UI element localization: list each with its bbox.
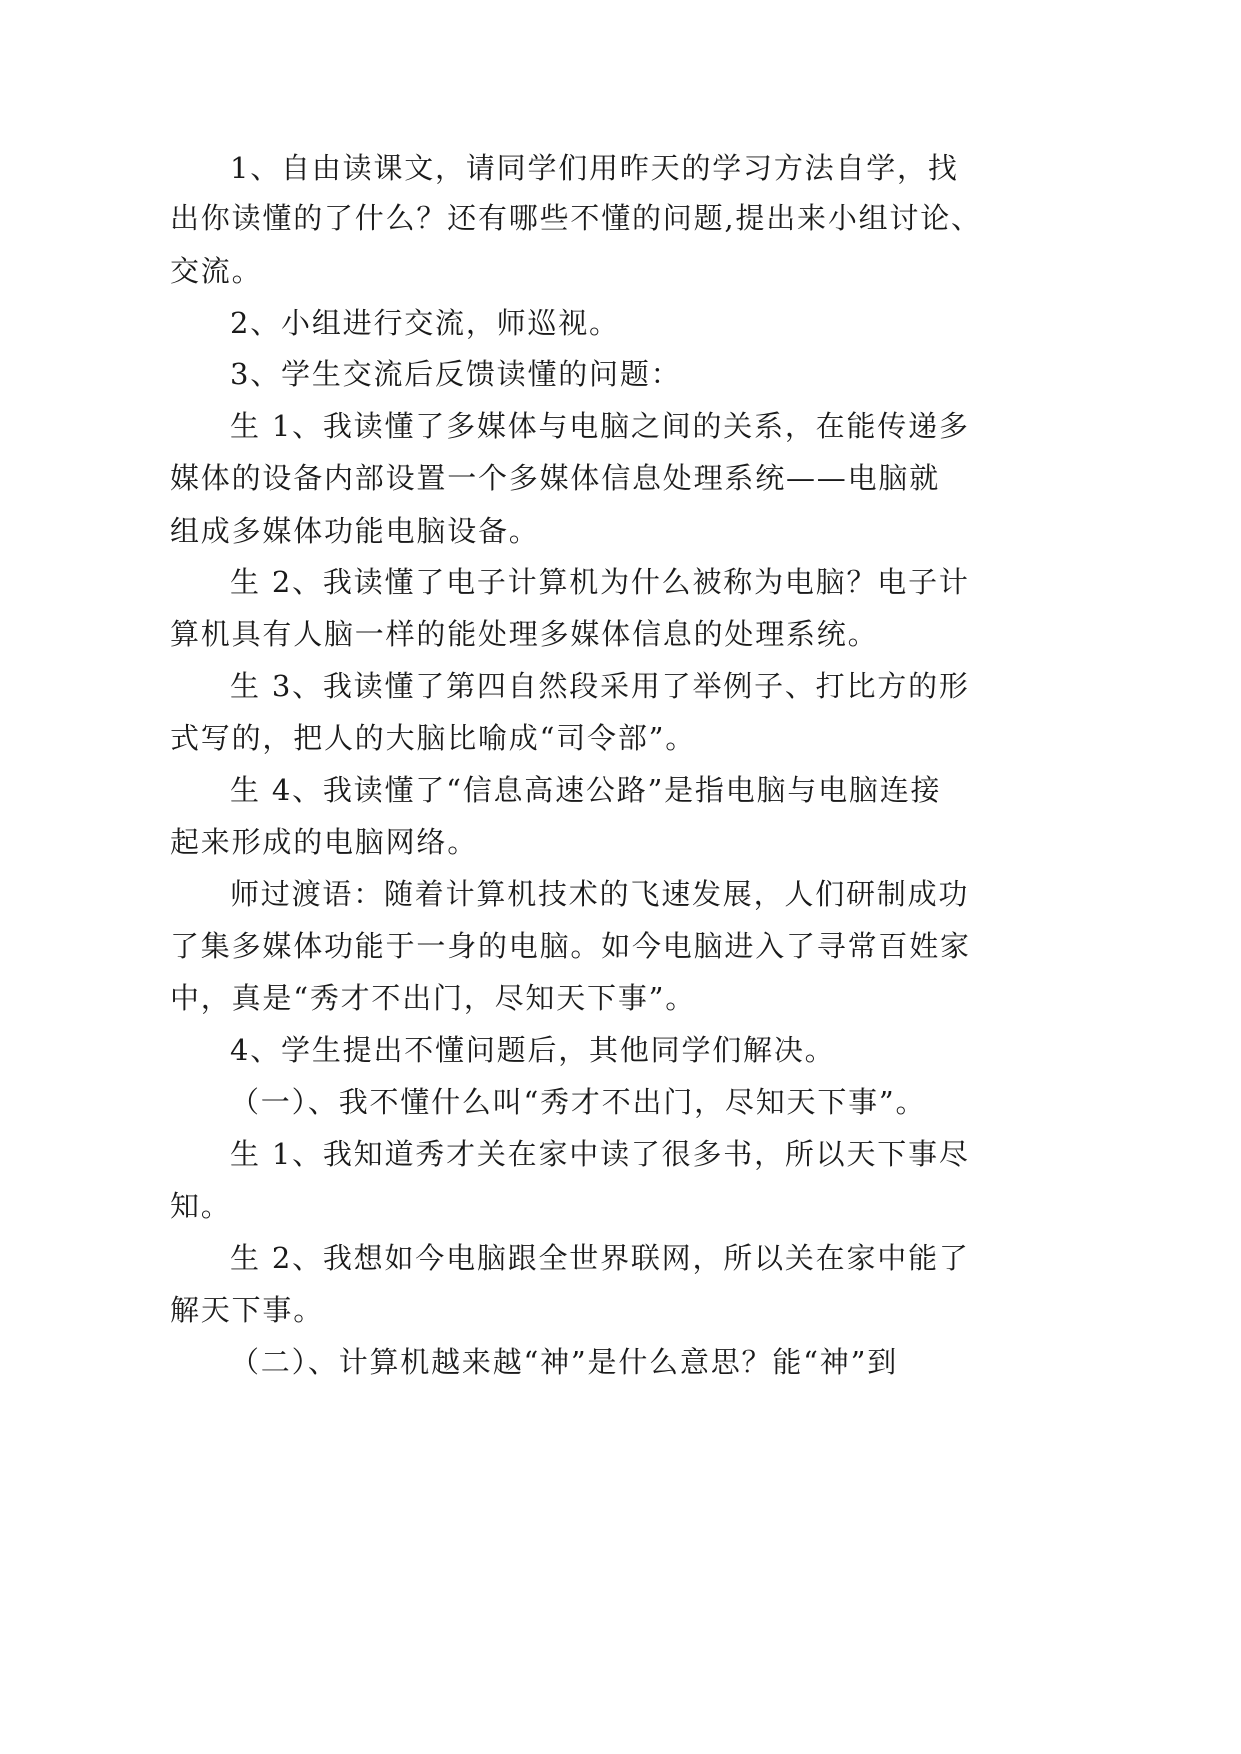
paragraph-5-line-2: 算机具有人脑一样的能处理多媒体信息的处理系统。 bbox=[170, 617, 879, 651]
paragraph-4-line-1: 生 1、我读懂了多媒体与电脑之间的关系，在能传递多 bbox=[230, 409, 970, 443]
paragraph-7-line-1: 生 4、我读懂了“信息高速公路”是指电脑与电脑连接 bbox=[230, 773, 942, 807]
paragraph-7-line-2: 起来形成的电脑网络。 bbox=[170, 825, 479, 859]
paragraph-1-line-1: 1、自由读课文，请同学们用昨天的学习方法自学，找 bbox=[230, 151, 959, 185]
paragraph-11-line-2: 知。 bbox=[170, 1189, 232, 1223]
paragraph-8-line-2: 了集多媒体功能于一身的电脑。如今电脑进入了寻常百姓家 bbox=[170, 929, 971, 963]
paragraph-4-line-2: 媒体的设备内部设置一个多媒体信息处理系统——电脑就 bbox=[170, 461, 941, 495]
paragraph-8-line-1: 师过渡语：随着计算机技术的飞速发展，人们研制成功 bbox=[230, 877, 970, 911]
paragraph-9: 4、学生提出不懂问题后，其他同学们解决。 bbox=[230, 1033, 836, 1067]
paragraph-11-line-1: 生 1、我知道秀才关在家中读了很多书，所以天下事尽 bbox=[230, 1137, 970, 1171]
paragraph-5-line-1: 生 2、我读懂了电子计算机为什么被称为电脑？电子计 bbox=[230, 565, 970, 599]
paragraph-1-line-3: 交流。 bbox=[170, 254, 263, 288]
paragraph-2: 2、小组进行交流，师巡视。 bbox=[230, 306, 620, 340]
paragraph-3: 3、学生交流后反馈读懂的问题： bbox=[230, 357, 682, 391]
paragraph-12-line-1: 生 2、我想如今电脑跟全世界联网，所以关在家中能了 bbox=[230, 1241, 970, 1275]
paragraph-6-line-1: 生 3、我读懂了第四自然段采用了举例子、打比方的形 bbox=[230, 669, 970, 703]
paragraph-4-line-3: 组成多媒体功能电脑设备。 bbox=[170, 514, 540, 548]
paragraph-1-line-2: 出你读懂的了什么？还有哪些不懂的问题,提出来小组讨论、 bbox=[170, 201, 982, 235]
paragraph-10: （一）、我不懂什么叫“秀才不出门，尽知天下事”。 bbox=[230, 1085, 927, 1119]
paragraph-6-line-2: 式写的，把人的大脑比喻成“司令部”。 bbox=[170, 721, 697, 755]
paragraph-13: （二）、计算机越来越“神”是什么意思？能“神”到 bbox=[230, 1345, 899, 1379]
paragraph-12-line-2: 解天下事。 bbox=[170, 1293, 325, 1327]
paragraph-8-line-3: 中，真是“秀才不出门，尽知天下事”。 bbox=[170, 981, 697, 1015]
